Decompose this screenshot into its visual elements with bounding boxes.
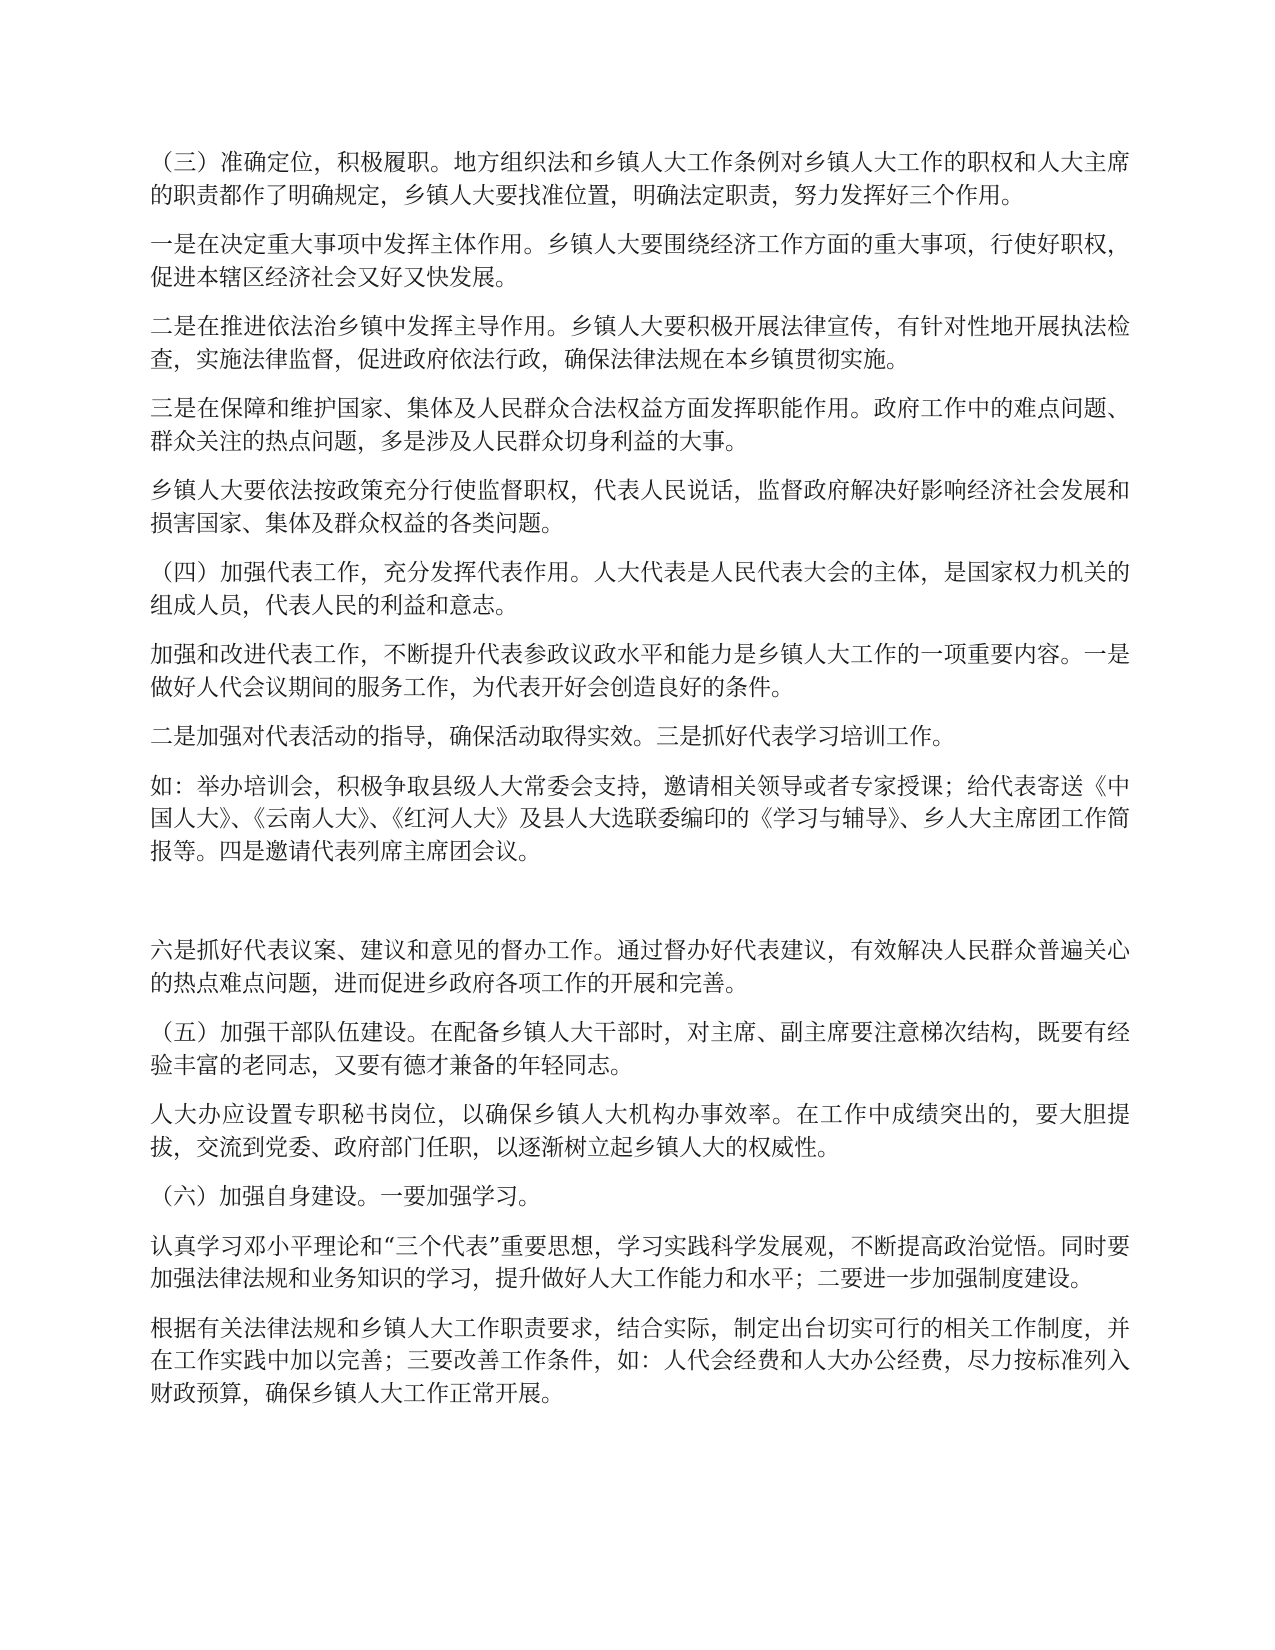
paragraph-section-3-heading: （三）准确定位，积极履职。地方组织法和乡镇人大工作条例对乡镇人大工作的职权和人大主席的职责都作了明确规定，乡镇人大要找准位置，明确法定职责，努力发挥好三个作用。 <box>150 150 1130 209</box>
section-gap <box>150 885 1130 935</box>
paragraph-section-6-heading: （六）加强自身建设。一要加强学习。 <box>150 1184 541 1210</box>
paragraph-point-1: 一是在决定重大事项中发挥主体作用。乡镇人大要围绕经济工作方面的重大事项，行使好职权，促进本辖区经济社会又好又快发展。 <box>150 232 1130 291</box>
paragraph-point-3: 三是在保障和维护国家、集体及人民群众合法权益方面发挥职能作用。政府工作中的难点问题、群众关注的热点问题，多是涉及人民群众切身利益的大事。 <box>150 396 1130 455</box>
paragraph-representative-work: 加强和改进代表工作，不断提升代表参政议政水平和能力是乡镇人大工作的一项重要内容。一是做好人代会议期间的服务工作，为代表开好会创造良好的条件。 <box>150 642 1130 701</box>
paragraph-point-6: 六是抓好代表议案、建议和意见的督办工作。通过督办好代表建议，有效解决人民群众普遍关心的热点难点问题，进而促进乡政府各项工作的开展和完善。 <box>150 938 1130 997</box>
paragraph-point-2: 二是在推进依法治乡镇中发挥主导作用。乡镇人大要积极开展法律宣传，有针对性地开展执法检查，实施法律监督，促进政府依法行政，确保法律法规在本乡镇贯彻实施。 <box>150 314 1130 373</box>
document-body <box>150 147 1130 1427</box>
paragraph-section-4-heading: （四）加强代表工作，充分发挥代表作用。人大代表是人民代表大会的主体，是国家权力机关的组成人员，代表人民的利益和意志。 <box>150 560 1130 619</box>
paragraph-system-building: 根据有关法律法规和乡镇人大工作职责要求，结合实际，制定出台切实可行的相关工作制度，并在工作实践中加以完善；三要改善工作条件，如：人代会经费和人大办公经费，尽力按标准列入财政预算，确保乡镇人大工作正常开展。 <box>150 1315 1130 1407</box>
paragraph-supervision: 乡镇人大要依法按政策充分行使监督职权，代表人民说话，监督政府解决好影响经济社会发展和损害国家、集体及群众权益的各类问题。 <box>150 478 1130 537</box>
paragraph-secretary-post: 人大办应设置专职秘书岗位，以确保乡镇人大机构办事效率。在工作中成绩突出的，要大胆提拔，交流到党委、政府部门任职，以逐渐树立起乡镇人大的权威性。 <box>150 1102 1130 1161</box>
paragraph-training: 如：举办培训会，积极争取县级人大常委会支持，邀请相关领导或者专家授课；给代表寄送《中国人大》、《云南人大》、《红河人大》及县人大选联委编印的《学习与辅导》、乡人大主席团工作简报等。四是邀请代表列席主席团会议。 <box>150 773 1130 865</box>
paragraph-study: 认真学习邓小平理论和“三个代表”重要思想，学习实践科学发展观，不断提高政治觉悟。同时要加强法律法规和业务知识的学习，提升做好人大工作能力和水平；二要进一步加强制度建设。 <box>150 1233 1130 1292</box>
paragraph-section-5-heading: （五）加强干部队伍建设。在配备乡镇人大干部时，对主席、副主席要注意梯次结构，既要有经验丰富的老同志，又要有德才兼备的年轻同志。 <box>150 1020 1130 1079</box>
paragraph-guidance: 二是加强对代表活动的指导，确保活动取得实效。三是抓好代表学习培训工作。 <box>150 724 955 750</box>
